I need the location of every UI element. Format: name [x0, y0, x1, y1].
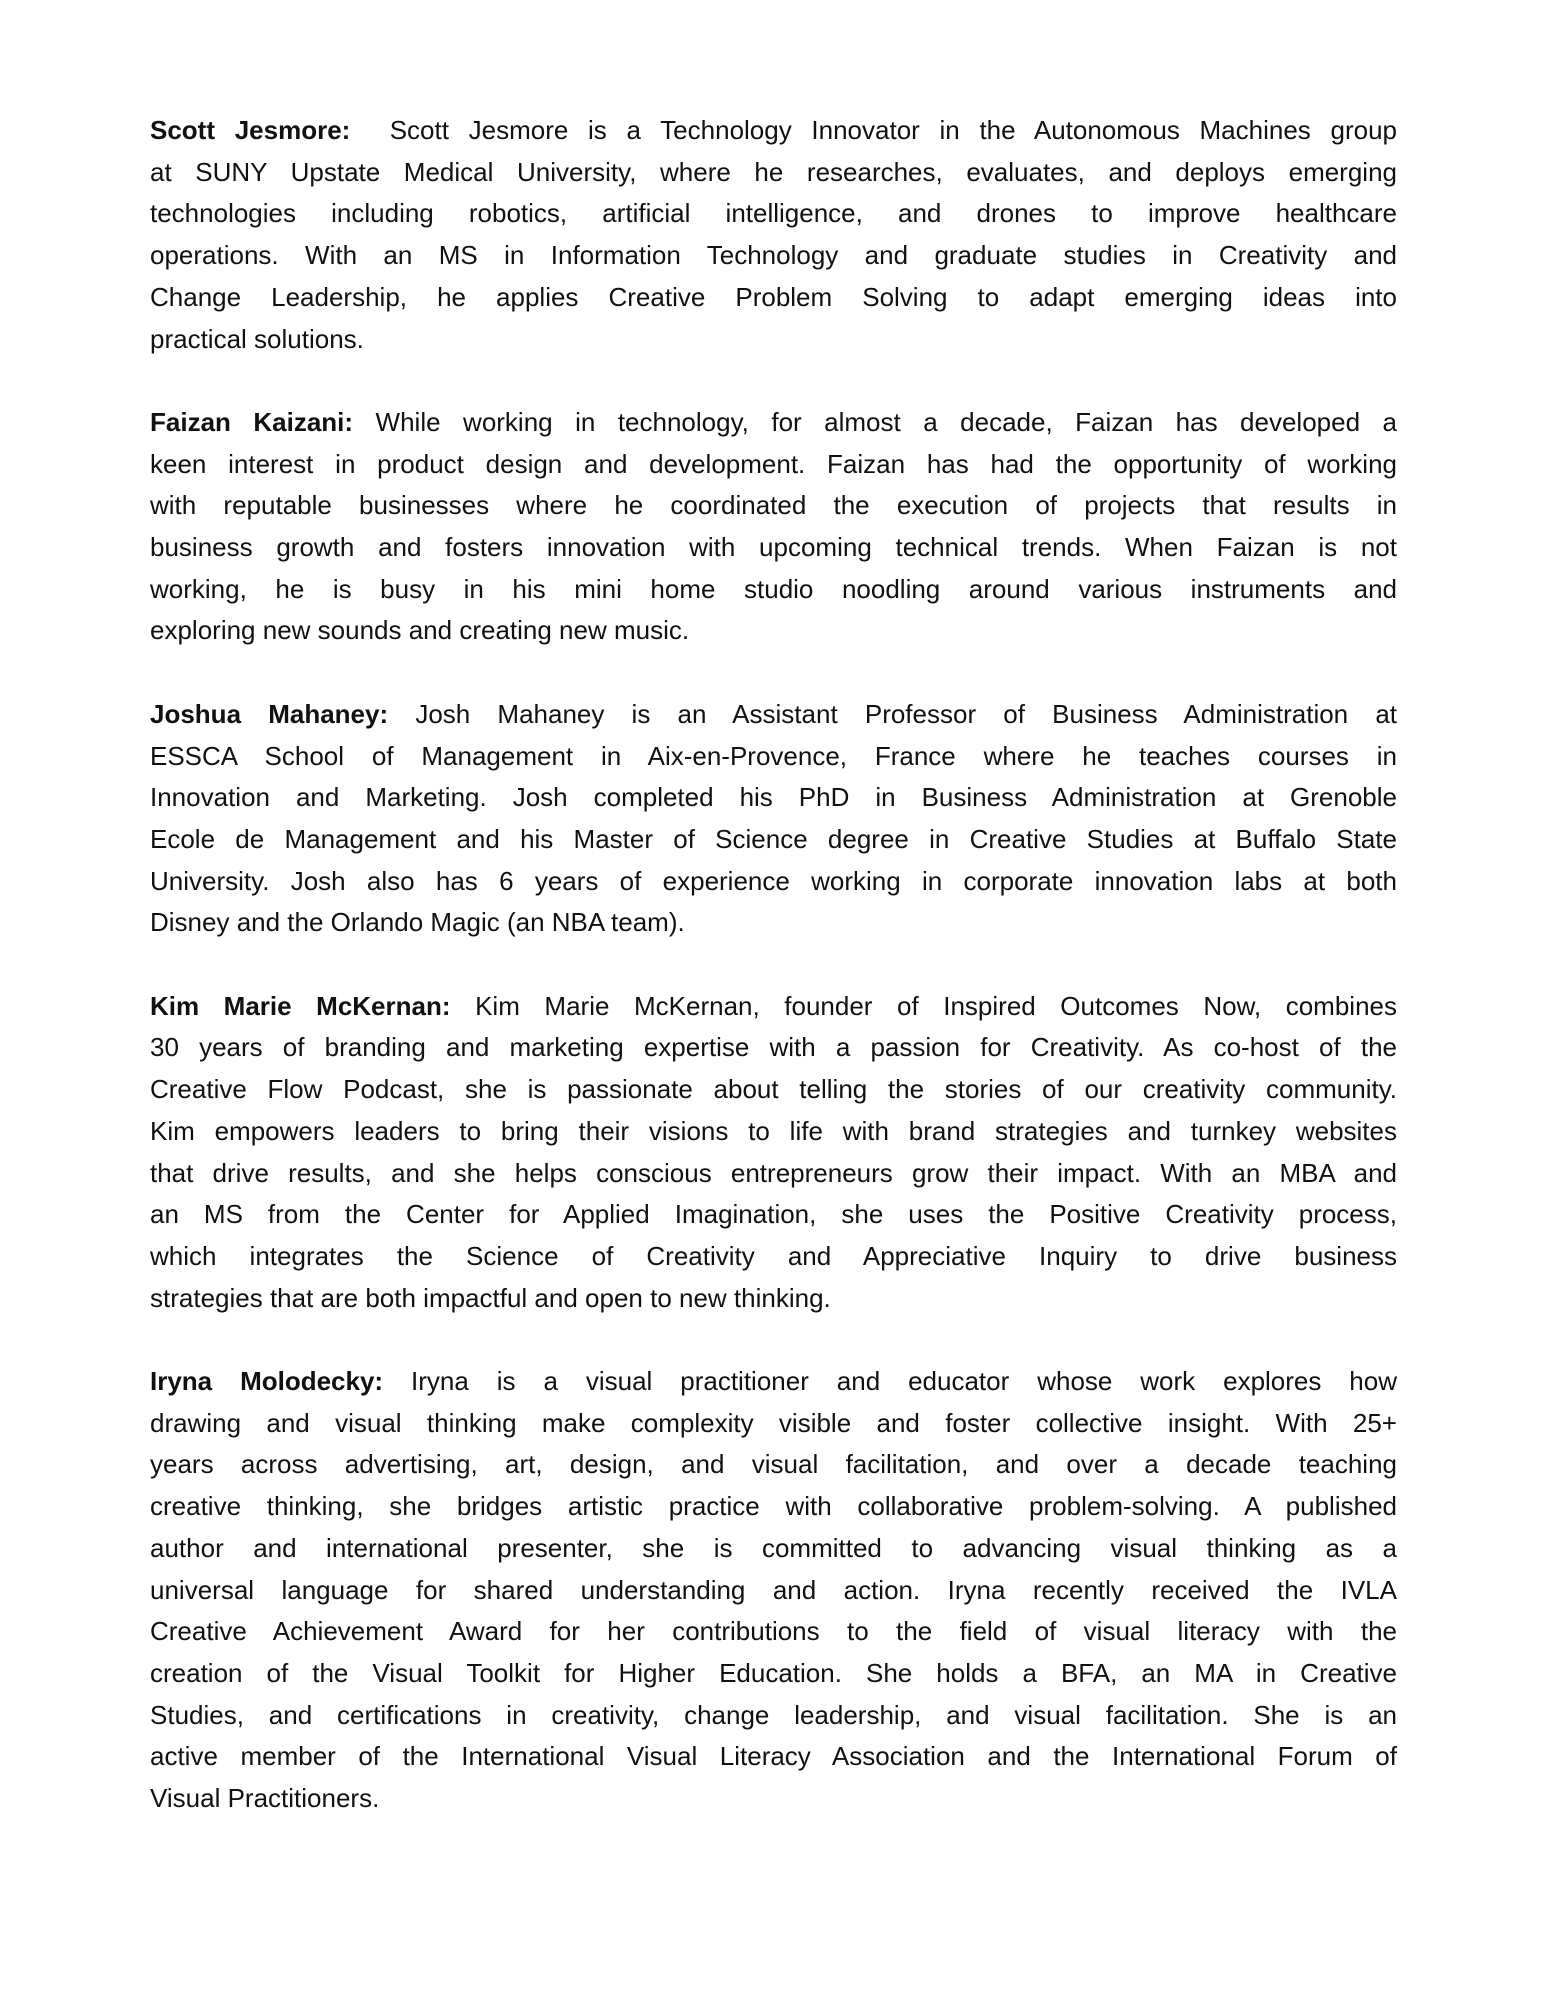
bio-line: keen interest in product design and development. Faizan has had the opportunity of working — [150, 448, 1397, 479]
bio-name: Joshua Mahaney: — [150, 698, 389, 729]
bio-line: University. Josh also has 6 years of experience working in corporate innovation labs at both — [150, 865, 1397, 896]
bio-line: Joshua Mahaney: Josh Mahaney is an Assistant Professor of Business Administration at — [150, 698, 1398, 729]
bio-line: active member of the International Visual Literacy Association and the International Forum of — [150, 1741, 1397, 1772]
bio-faizan-kaizani — [150, 402, 1397, 652]
bio-line: which integrates the Science of Creativity and Appreciative Inquiry to drive business — [150, 1240, 1397, 1271]
bio-name: Scott Jesmore: — [150, 115, 351, 145]
bio-line: creation of the Visual Toolkit for Higher Education. She holds a BFA, an MA in Creative — [150, 1657, 1397, 1688]
bio-line: operations. With an MS in Information Technology and graduate studies in Creativity and — [150, 240, 1397, 271]
bio-line: Creative Flow Podcast, she is passionate about telling the stories of our creativity community. — [150, 1074, 1397, 1105]
bio-line: exploring new sounds and creating new music. — [150, 615, 690, 646]
bio-line: 30 years of branding and marketing expertise with a passion for Creativity. As co-host of the — [150, 1032, 1397, 1063]
bio-scott-jesmore — [150, 110, 1397, 360]
bio-line: with reputable businesses where he coordinated the execution of projects that results in — [150, 490, 1397, 521]
bio-line: creative thinking, she bridges artistic practice with collaborative problem-solving. A published — [150, 1491, 1397, 1522]
bio-line: Ecole de Management and his Master of Science degree in Creative Studies at Buffalo State — [150, 823, 1397, 854]
bio-line: author and international presenter, she is committed to advancing visual thinking as a — [150, 1532, 1397, 1563]
bio-line: Visual Practitioners. — [150, 1783, 380, 1814]
bio-line: working, he is busy in his mini home studio noodling around various instruments and — [150, 573, 1397, 604]
bio-line: Studies, and certifications in creativity, change leadership, and visual facilitation. She is an — [150, 1699, 1397, 1730]
bio-line: Creative Achievement Award for her contributions to the field of visual literacy with the — [150, 1616, 1397, 1647]
bio-line: ESSCA School of Management in Aix-en-Provence, France where he teaches courses in — [150, 740, 1397, 771]
bio-line: Faizan Kaizani: While working in technology, for almost a decade, Faizan has developed a — [150, 406, 1397, 437]
bio-line: Kim Marie McKernan: Kim Marie McKernan, founder of Inspired Outcomes Now, combines — [150, 990, 1397, 1021]
bio-name: Iryna Molodecky: — [150, 1366, 384, 1397]
bio-kim-marie-mckernan — [150, 986, 1397, 1320]
bio-line: Iryna Molodecky: Iryna is a visual practitioner and educator whose work explores how — [150, 1366, 1397, 1397]
bio-line: practical solutions. — [150, 323, 364, 354]
bio-line: that drive results, and she helps conscious entrepreneurs grow their impact. With an MBA and — [150, 1157, 1397, 1188]
bio-line: drawing and visual thinking make complexity visible and foster collective insight. With 25+ — [150, 1407, 1397, 1438]
bio-line: business growth and fosters innovation with upcoming technical trends. When Faizan is not — [150, 532, 1397, 563]
bios-document — [150, 110, 1397, 1861]
bio-line: Innovation and Marketing. Josh completed his PhD in Business Administration at Grenoble — [150, 782, 1397, 813]
bio-line: Disney and the Orlando Magic (an NBA team). — [150, 907, 685, 938]
bio-line: years across advertising, art, design, and visual facilitation, and over a decade teaching — [150, 1449, 1397, 1480]
bio-name: Faizan Kaizani: — [150, 406, 354, 437]
bio-line: technologies including robotics, artificial intelligence, and drones to improve healthcare — [150, 198, 1397, 229]
bio-line: strategies that are both impactful and open to new thinking. — [150, 1282, 831, 1313]
bio-line: at SUNY Upstate Medical University, where he researches, evaluates, and deploys emerging — [150, 156, 1397, 187]
bio-line: Scott Jesmore: Scott Jesmore is a Technology Innovator in the Autonomous Machines group — [150, 115, 1397, 145]
bio-line: an MS from the Center for Applied Imagination, she uses the Positive Creativity process, — [150, 1199, 1397, 1230]
bio-line: Change Leadership, he applies Creative Problem Solving to adapt emerging ideas into — [150, 281, 1397, 312]
bio-line: Kim empowers leaders to bring their visions to life with brand strategies and turnkey websites — [150, 1115, 1397, 1146]
bio-name: Kim Marie McKernan: — [150, 990, 451, 1021]
bio-iryna-molodecky — [150, 1361, 1397, 1820]
bio-joshua-mahaney — [150, 694, 1397, 944]
bio-line: universal language for shared understanding and action. Iryna recently received the IVLA — [150, 1574, 1397, 1605]
